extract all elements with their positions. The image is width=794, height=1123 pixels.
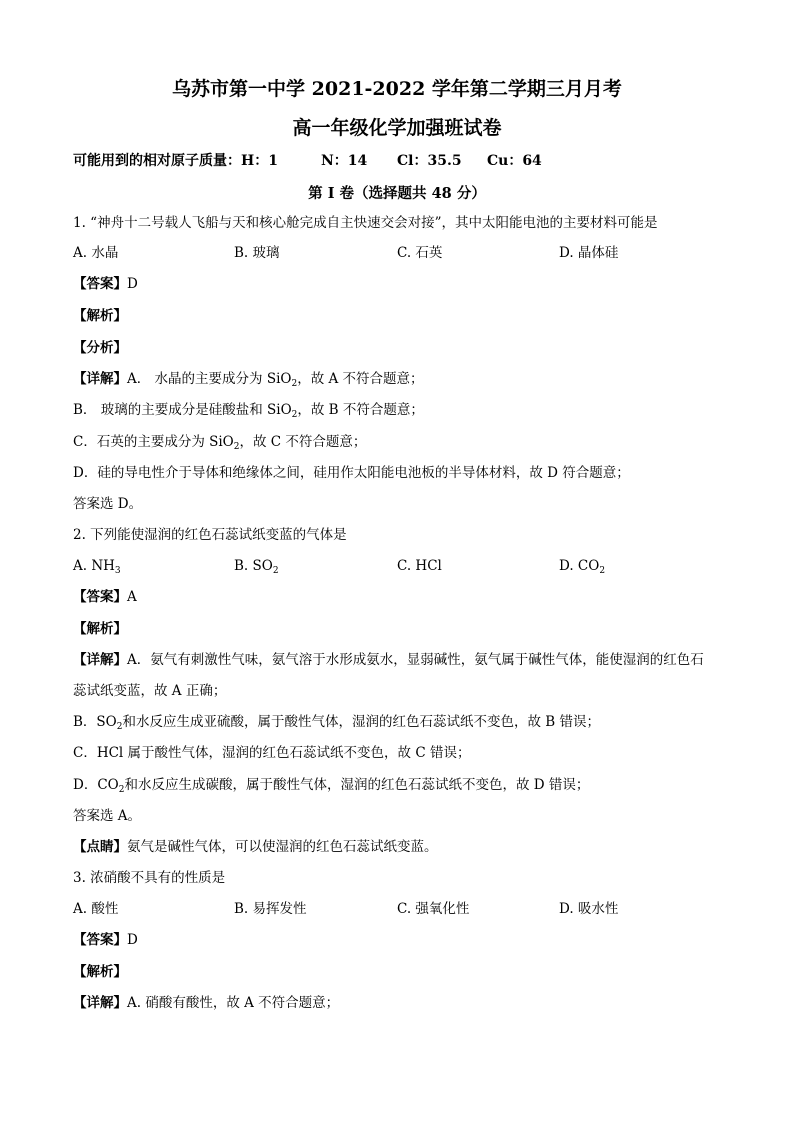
- subscript: 2: [599, 566, 606, 576]
- subscript: 2: [272, 566, 279, 576]
- q1-detail-a-text: A． 水晶的主要成分为 SiO: [127, 371, 292, 387]
- q1-detail-c-tail: ，故 C 不符合题意；: [239, 434, 367, 450]
- q1-detail-c: [73, 432, 366, 452]
- note-tag: 【点睛】: [73, 839, 127, 855]
- q3-detail-a: [73, 993, 339, 1013]
- q1-detail-d: D．硅的导电性介于导体和绝缘体之间，硅用作太阳能电池板的半导体材料，故 D 符合题意；: [73, 465, 630, 481]
- atomic-mass-cl: Cl：35.5: [397, 153, 462, 169]
- q1-option-a: A. 水晶: [73, 245, 119, 261]
- subscript: 3: [114, 566, 121, 576]
- answer-tag: 【答案】: [73, 589, 127, 605]
- subscript: 2: [116, 722, 123, 732]
- q2-detail-a-1: [73, 650, 704, 670]
- q1-analysis-tag: 【解析】: [73, 308, 127, 324]
- q3-analysis-tag: 【解析】: [73, 964, 127, 980]
- q1-detail-a: [73, 369, 424, 389]
- q3-option-b: B. 易挥发性: [234, 901, 307, 917]
- atomic-mass-cu: Cu：64: [487, 153, 542, 169]
- q2-detail-a-text-1: A．氨气有刺激性气味，氨气溶于水形成氨水，显弱碱性，氨气属于碱性气体，能使湿润的红色石: [127, 652, 704, 668]
- q1-answer: [73, 274, 138, 294]
- detail-tag: 【详解】: [73, 652, 127, 668]
- q2-detail-b-text: 和水反应生成亚硫酸，属于酸性气体，湿润的红色石蕊试纸不变色，故 B 错误；: [122, 714, 600, 730]
- q2-stem: 2. 下列能使湿润的红色石蕊试纸变蓝的气体是: [73, 527, 347, 543]
- q2-option-a: [73, 556, 121, 576]
- q2-option-a-text: A. NH: [73, 558, 115, 574]
- q1-conclusion: 答案选 D。: [73, 496, 143, 512]
- q2-detail-d-text: 和水反应生成碳酸，属于酸性气体，湿润的红色石蕊试纸不变色，故 D 错误；: [124, 777, 590, 793]
- subscript: 2: [118, 785, 125, 795]
- q2-conclusion: 答案选 A。: [73, 808, 142, 824]
- atomic-mass-h: H：1: [241, 153, 278, 169]
- q1-detail-a-tail: ，故 A 不符合题意；: [297, 371, 424, 387]
- q1-option-d: D. 晶体硅: [559, 245, 619, 261]
- answer-tag: 【答案】: [73, 932, 127, 948]
- q1-detail-b-text: B． 玻璃的主要成分是硅酸盐和 SiO: [73, 402, 292, 418]
- answer-tag: 【答案】: [73, 276, 127, 292]
- q2-detail-d-pre: D．CO: [73, 777, 119, 793]
- q3-option-c: C. 强氧化性: [397, 901, 470, 917]
- q1-detail-c-text: C．石英的主要成分为 SiO: [73, 434, 234, 450]
- q2-option-c: C. HCl: [397, 558, 442, 574]
- section-heading: 第 I 卷（选择题共 48 分）: [308, 185, 486, 202]
- detail-tag: 【详解】: [73, 371, 127, 387]
- q2-detail-c: C．HCl 属于酸性气体，湿润的红色石蕊试纸不变色，故 C 错误；: [73, 745, 471, 761]
- q2-detail-a-2: 蕊试纸变蓝，故 A 正确；: [73, 683, 227, 699]
- q3-answer: [73, 930, 138, 950]
- q1-option-c: C. 石英: [397, 245, 443, 261]
- q3-option-a: A. 酸性: [73, 901, 119, 917]
- q2-option-d-text: D. CO: [559, 558, 600, 574]
- q2-option-d: [559, 556, 605, 576]
- q2-option-b: [234, 556, 279, 576]
- q3-stem: 3. 浓硝酸不具有的性质是: [73, 870, 226, 886]
- subscript: 2: [233, 442, 240, 452]
- atomic-mass-n: N：14: [321, 153, 368, 169]
- q2-analysis-tag: 【解析】: [73, 621, 127, 637]
- q3-detail-a-text: A. 硝酸有酸性，故 A 不符合题意；: [127, 995, 340, 1011]
- q1-option-b: B. 玻璃: [234, 245, 280, 261]
- subscript: 2: [291, 379, 298, 389]
- q1-stem: 1. “神舟十二号载人飞船与天和核心舱完成自主快速交会对接”，其中太阳能电池的主要材料可能是: [73, 215, 658, 231]
- q1-fenxi-tag: 【分析】: [73, 340, 127, 356]
- subscript: 2: [291, 410, 298, 420]
- q2-answer-value: A: [127, 589, 137, 605]
- q1-detail-b-tail: ，故 B 不符合题意；: [297, 402, 424, 418]
- q2-detail-d: [73, 775, 589, 795]
- q2-detail-b-pre: B．SO: [73, 714, 117, 730]
- detail-tag: 【详解】: [73, 995, 127, 1011]
- q2-answer: [73, 587, 137, 607]
- q1-answer-value: D: [127, 276, 138, 292]
- q3-option-d: D. 吸水性: [559, 901, 619, 917]
- q1-detail-b: [73, 400, 424, 420]
- atomic-mass-prefix: 可能用到的相对原子质量：: [73, 153, 241, 169]
- exam-title: 乌苏市第一中学 2021-2022 学年第二学期三月月考: [172, 78, 622, 100]
- atomic-mass-line: [73, 150, 542, 170]
- q2-option-b-text: B. SO: [234, 558, 273, 574]
- q2-note-text: 氨气是碱性气体，可以使湿润的红色石蕊试纸变蓝。: [127, 839, 438, 855]
- q2-note: [73, 837, 438, 857]
- q3-answer-value: D: [127, 932, 138, 948]
- q2-detail-b: [73, 712, 600, 732]
- exam-subtitle: 高一年级化学加强班试卷: [292, 117, 502, 139]
